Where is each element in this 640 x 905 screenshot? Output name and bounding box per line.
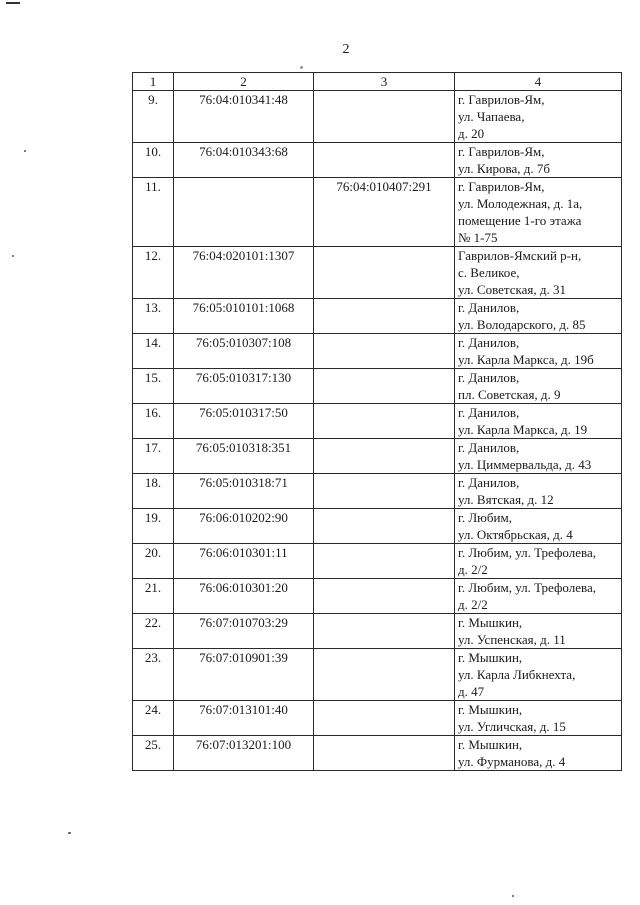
address-line: с. Великое, [458,265,520,280]
table-row [133,404,622,439]
address-line: г. Данилов, [458,405,520,420]
cadastral-number-col2: 76:06:010202:90 [174,509,314,544]
table-row [133,649,622,701]
address-cell [455,614,622,649]
address-line: г. Данилов, [458,370,520,385]
cadastral-number-col3 [314,439,455,474]
property-table [132,72,622,771]
scan-speck [12,255,14,257]
address-line: д. 2/2 [458,597,488,612]
cadastral-number-col3 [314,701,455,736]
cadastral-number-col2: 76:05:010317:130 [174,369,314,404]
cadastral-number-col3 [314,247,455,299]
address-line: д. 2/2 [458,562,488,577]
address-line: № 1-75 [458,230,498,245]
cadastral-number-col3 [314,614,455,649]
table-row [133,143,622,178]
address-cell [455,247,622,299]
address-line: г. Мышкин, [458,737,523,752]
scan-speck [68,832,71,834]
cadastral-number-col2: 76:05:010317:50 [174,404,314,439]
cadastral-number-col2: 76:07:010901:39 [174,649,314,701]
table-row [133,579,622,614]
address-line: ул. Карла Либкнехта, [458,667,576,682]
address-line: помещение 1-го этажа [458,213,582,228]
page-number: 2 [342,42,350,57]
table-row [133,369,622,404]
cadastral-number-col3 [314,736,455,771]
table-row [133,299,622,334]
cadastral-number-col2: 76:05:010101:1068 [174,299,314,334]
address-cell [455,299,622,334]
address-line: г. Данилов, [458,335,520,350]
row-number: 20. [133,544,174,579]
address-line: ул. Молодежная, д. 1а, [458,196,583,211]
table-row [133,474,622,509]
table-row [133,334,622,369]
row-number: 12. [133,247,174,299]
header-row [133,73,622,91]
cadastral-number-col3: 76:04:010407:291 [314,178,455,247]
row-number: 14. [133,334,174,369]
cadastral-number-col2: 76:07:010703:29 [174,614,314,649]
row-number: 17. [133,439,174,474]
table-row [133,91,622,143]
row-number: 23. [133,649,174,701]
address-cell [455,369,622,404]
address-line: ул. Вятская, д. 12 [458,492,554,507]
row-number: 11. [133,178,174,247]
cadastral-number-col2: 76:07:013201:100 [174,736,314,771]
cadastral-number-col2: 76:05:010318:71 [174,474,314,509]
row-number: 10. [133,143,174,178]
cadastral-number-col2: 76:07:013101:40 [174,701,314,736]
table-row [133,544,622,579]
cadastral-number-col3 [314,369,455,404]
address-line: д. 47 [458,684,485,699]
row-number: 16. [133,404,174,439]
cadastral-number-col3 [314,579,455,614]
cadastral-number-col2: 76:04:020101:1307 [174,247,314,299]
row-number: 21. [133,579,174,614]
address-line: ул. Кирова, д. 7б [458,161,551,176]
address-cell [455,509,622,544]
address-line: д. 20 [458,126,485,141]
cadastral-number-col2: 76:04:010343:68 [174,143,314,178]
address-cell [455,736,622,771]
address-line: ул. Фурманова, д. 4 [458,754,566,769]
address-line: г. Данилов, [458,440,520,455]
cadastral-number-col2 [174,178,314,247]
scan-speck [24,150,26,152]
cadastral-number-col3 [314,544,455,579]
row-number: 9. [133,91,174,143]
address-cell [455,439,622,474]
cadastral-number-col3 [314,91,455,143]
row-number: 22. [133,614,174,649]
address-line: г. Любим, ул. Трефолева, [458,545,596,560]
cadastral-number-col2: 76:05:010307:108 [174,334,314,369]
cadastral-number-col3 [314,509,455,544]
address-line: г. Любим, ул. Трефолева, [458,580,596,595]
address-line: г. Мышкин, [458,702,523,717]
table-header [133,73,622,91]
address-line: г. Мышкин, [458,650,523,665]
address-line: ул. Карла Маркса, д. 19б [458,352,594,367]
address-line: ул. Успенская, д. 11 [458,632,566,647]
table-row [133,701,622,736]
address-cell [455,649,622,701]
header-col-2: 2 [174,73,314,91]
header-col-3: 3 [314,73,455,91]
row-number: 15. [133,369,174,404]
address-line: ул. Угличская, д. 15 [458,719,566,734]
scan-speck [300,66,303,69]
address-cell [455,701,622,736]
address-line: ул. Циммервальда, д. 43 [458,457,592,472]
table-row [133,614,622,649]
address-cell [455,91,622,143]
address-line: ул. Карла Маркса, д. 19 [458,422,588,437]
row-number: 25. [133,736,174,771]
row-number: 19. [133,509,174,544]
cadastral-number-col3 [314,334,455,369]
address-cell [455,579,622,614]
address-line: ул. Чапаева, [458,109,525,124]
address-line: пл. Советская, д. 9 [458,387,561,402]
address-line: г. Любим, [458,510,512,525]
address-line: ул. Октябрьская, д. 4 [458,527,573,542]
table-row [133,736,622,771]
table-row [133,509,622,544]
address-line: г. Данилов, [458,300,520,315]
cadastral-number-col3 [314,404,455,439]
cadastral-number-col3 [314,474,455,509]
table-row [133,178,622,247]
address-line: Гаврилов-Ямский р-н, [458,248,582,263]
header-col-1: 1 [133,73,174,91]
cadastral-number-col3 [314,299,455,334]
address-cell [455,474,622,509]
row-number: 18. [133,474,174,509]
cadastral-number-col3 [314,649,455,701]
address-line: ул. Володарского, д. 85 [458,317,586,332]
table-row [133,439,622,474]
table-row [133,247,622,299]
cadastral-number-col2: 76:05:010318:351 [174,439,314,474]
table-body [133,91,622,771]
address-cell [455,334,622,369]
address-cell [455,143,622,178]
cadastral-number-col2: 76:04:010341:48 [174,91,314,143]
address-line: ул. Советская, д. 31 [458,282,567,297]
cadastral-number-col3 [314,143,455,178]
address-line: г. Гаврилов-Ям, [458,144,545,159]
row-number: 24. [133,701,174,736]
address-cell [455,544,622,579]
address-line: г. Гаврилов-Ям, [458,179,545,194]
address-cell [455,178,622,247]
cadastral-number-col2: 76:06:010301:20 [174,579,314,614]
address-line: г. Мышкин, [458,615,523,630]
address-cell [455,404,622,439]
scan-speck [512,895,514,897]
address-line: г. Гаврилов-Ям, [458,92,545,107]
header-col-4: 4 [455,73,622,91]
cadastral-number-col2: 76:06:010301:11 [174,544,314,579]
scan-speck [6,2,20,4]
row-number: 13. [133,299,174,334]
address-line: г. Данилов, [458,475,520,490]
